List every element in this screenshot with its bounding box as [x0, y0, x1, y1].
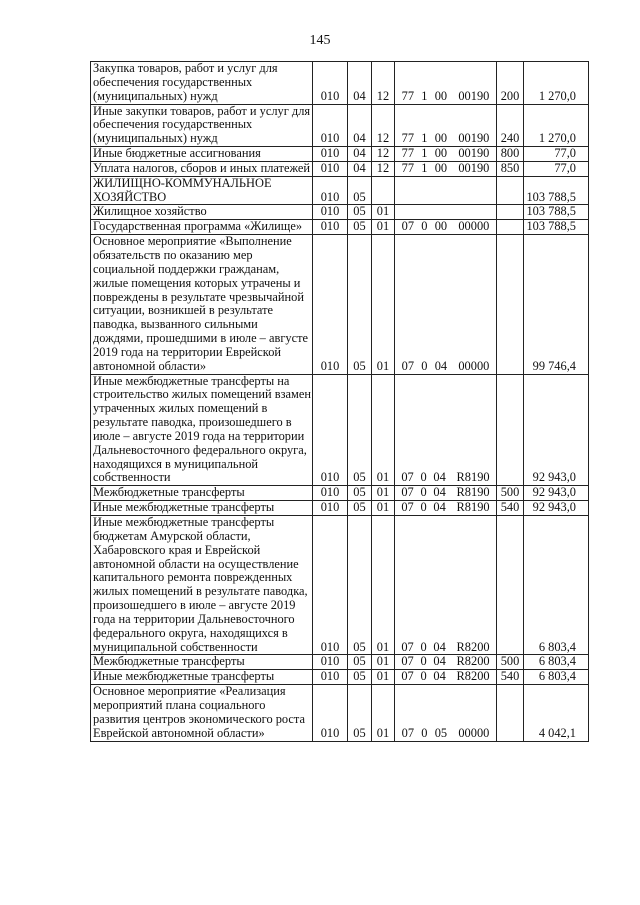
table-row	[91, 104, 589, 147]
razdel-cell: 05	[348, 235, 372, 374]
razdel-cell: 05	[348, 176, 372, 205]
target-article-part: 04	[434, 358, 448, 373]
row-name-cell: Иные межбюджетные трансферты	[91, 670, 313, 685]
table-row	[91, 501, 589, 516]
podrazdel-cell: 01	[372, 220, 395, 235]
adm-code-cell: 010	[313, 501, 348, 516]
razdel-cell: 05	[348, 374, 372, 486]
target-article-part: 00190	[458, 160, 490, 175]
amount-cell: 1 270,0	[524, 104, 589, 147]
expense-type-cell: 540	[497, 670, 524, 685]
adm-code-cell: 010	[313, 670, 348, 685]
target-article-cell	[395, 670, 497, 685]
target-article-cell	[395, 147, 497, 162]
podrazdel-cell: 01	[372, 501, 395, 516]
table-row	[91, 670, 589, 685]
row-name-cell: Основное мероприятие «Выполнение обязательств по оказанию мер социальной поддержки гражданам, жилые помещения которых утрачены и повреждены в результате чрезвычайной ситуации, возникшей в результате паводка, вызванного сильными дождями, прошедшими в июле – августе 2019 года на территории Еврейской автономной области»	[91, 235, 313, 374]
table-row	[91, 62, 589, 105]
target-article-cell	[395, 220, 497, 235]
row-name-cell: Жилищное хозяйство	[91, 205, 313, 220]
amount-cell: 92 943,0	[524, 501, 589, 516]
razdel-cell: 05	[348, 516, 372, 655]
razdel-cell: 05	[348, 670, 372, 685]
podrazdel-cell: 12	[372, 161, 395, 176]
target-article-parts	[397, 132, 494, 146]
target-article-cell	[395, 176, 497, 205]
budget-table	[90, 61, 589, 742]
adm-code-cell: 010	[313, 516, 348, 655]
target-article-cell	[395, 486, 497, 501]
podrazdel-cell: 01	[372, 685, 395, 741]
podrazdel-cell: 12	[372, 104, 395, 147]
adm-code-cell: 010	[313, 104, 348, 147]
target-article-part: 0	[420, 654, 427, 669]
amount-cell: 103 788,5	[524, 205, 589, 220]
table-row	[91, 486, 589, 501]
target-article-parts	[397, 486, 494, 500]
target-article-part: 07	[401, 654, 414, 669]
target-article-cell	[395, 685, 497, 741]
target-article-cell	[395, 62, 497, 105]
amount-cell: 92 943,0	[524, 486, 589, 501]
target-article-part: 04	[433, 654, 446, 669]
row-name-cell: Иные бюджетные ассигнования	[91, 147, 313, 162]
table-row	[91, 161, 589, 176]
razdel-cell: 04	[348, 104, 372, 147]
expense-type-cell	[497, 205, 524, 220]
target-article-part: 0	[421, 725, 428, 740]
row-name-cell: Закупка товаров, работ и услуг для обеспечения государственных (муниципальных) нужд	[91, 62, 313, 105]
target-article-parts	[397, 90, 494, 104]
target-article-cell	[395, 516, 497, 655]
amount-cell: 6 803,4	[524, 655, 589, 670]
amount-cell: 103 788,5	[524, 220, 589, 235]
target-article-part: 07	[401, 485, 414, 500]
target-article-part: 77	[401, 88, 415, 103]
row-name-cell: Основное мероприятие «Реализация мероприятий плана социального развития центров экономического роста Еврейской автономной области»	[91, 685, 313, 741]
adm-code-cell: 010	[313, 235, 348, 374]
row-name-cell: Уплата налогов, сборов и иных платежей	[91, 161, 313, 176]
amount-cell: 77,0	[524, 161, 589, 176]
target-article-part: 00190	[458, 131, 490, 146]
target-article-part: 07	[401, 669, 414, 684]
target-article-parts	[397, 162, 494, 176]
target-article-part: 07	[401, 358, 415, 373]
target-article-cell	[395, 655, 497, 670]
expense-type-cell	[497, 176, 524, 205]
table-row	[91, 655, 589, 670]
target-article-part: 0	[420, 639, 427, 654]
expense-type-cell	[497, 220, 524, 235]
table-row	[91, 205, 589, 220]
podrazdel-cell: 01	[372, 670, 395, 685]
podrazdel-cell: 01	[372, 235, 395, 374]
row-name-cell: Межбюджетные трансферты	[91, 655, 313, 670]
target-article-part: 00	[434, 146, 448, 161]
target-article-part: 77	[401, 131, 415, 146]
target-article-cell	[395, 374, 497, 486]
target-article-cell	[395, 161, 497, 176]
target-article-part: 0	[420, 500, 427, 515]
target-article-part: 77	[401, 146, 415, 161]
podrazdel-cell: 12	[372, 62, 395, 105]
target-article-part: 00000	[458, 219, 490, 234]
target-article-part: R8200	[456, 654, 490, 669]
table-row	[91, 235, 589, 374]
target-article-part: 00190	[458, 146, 490, 161]
expense-type-cell: 500	[497, 486, 524, 501]
target-article-part: 04	[433, 639, 446, 654]
podrazdel-cell: 12	[372, 147, 395, 162]
table-row	[91, 220, 589, 235]
target-article-part: 07	[401, 470, 414, 485]
target-article-part: 00	[434, 160, 448, 175]
target-article-part: 0	[420, 470, 427, 485]
target-article-part: 1	[421, 131, 428, 146]
table-row	[91, 147, 589, 162]
razdel-cell: 05	[348, 205, 372, 220]
podrazdel-cell: 01	[372, 205, 395, 220]
target-article-part: 07	[401, 725, 415, 740]
expense-type-cell	[497, 516, 524, 655]
amount-cell: 1 270,0	[524, 62, 589, 105]
adm-code-cell: 010	[313, 374, 348, 486]
adm-code-cell: 010	[313, 205, 348, 220]
target-article-part: 07	[401, 219, 415, 234]
expense-type-cell: 800	[497, 147, 524, 162]
target-article-part: 05	[434, 725, 448, 740]
target-article-parts	[397, 655, 494, 669]
target-article-part: 04	[433, 485, 446, 500]
target-article-cell	[395, 104, 497, 147]
expense-type-cell: 500	[497, 655, 524, 670]
target-article-parts	[397, 471, 494, 485]
target-article-part: 04	[433, 470, 446, 485]
target-article-part: 77	[401, 160, 415, 175]
amount-cell: 92 943,0	[524, 374, 589, 486]
podrazdel-cell	[372, 176, 395, 205]
target-article-part: 00000	[458, 725, 490, 740]
razdel-cell: 04	[348, 147, 372, 162]
table-row	[91, 374, 589, 486]
razdel-cell: 05	[348, 486, 372, 501]
expense-type-cell: 240	[497, 104, 524, 147]
target-article-part: 0	[420, 669, 427, 684]
target-article-part: R8200	[456, 639, 490, 654]
row-name-cell: Межбюджетные трансферты	[91, 486, 313, 501]
adm-code-cell: 010	[313, 176, 348, 205]
adm-code-cell: 010	[313, 486, 348, 501]
target-article-parts	[397, 220, 494, 234]
expense-type-cell: 540	[497, 501, 524, 516]
page-number: 145	[309, 33, 331, 48]
amount-cell: 4 042,1	[524, 685, 589, 741]
target-article-parts	[397, 641, 494, 655]
expense-type-cell	[497, 374, 524, 486]
target-article-parts	[397, 727, 494, 741]
target-article-part: R8190	[456, 470, 490, 485]
row-name-cell: Иные закупки товаров, работ и услуг для обеспечения государственных (муниципальных) нужд	[91, 104, 313, 147]
amount-cell: 6 803,4	[524, 670, 589, 685]
row-name-cell: Иные межбюджетные трансферты	[91, 501, 313, 516]
target-article-part: 00190	[458, 88, 490, 103]
target-article-part: R8200	[456, 669, 490, 684]
target-article-cell	[395, 501, 497, 516]
table-row	[91, 176, 589, 205]
target-article-cell	[395, 235, 497, 374]
row-name-cell: Государственная программа «Жилище»	[91, 220, 313, 235]
target-article-parts	[397, 360, 494, 374]
target-article-part: 00	[434, 131, 448, 146]
target-article-part: R8190	[456, 485, 490, 500]
target-article-parts	[397, 147, 494, 161]
amount-cell: 6 803,4	[524, 516, 589, 655]
amount-cell: 77,0	[524, 147, 589, 162]
razdel-cell: 05	[348, 655, 372, 670]
podrazdel-cell: 01	[372, 516, 395, 655]
razdel-cell: 04	[348, 161, 372, 176]
target-article-parts	[397, 670, 494, 684]
expense-type-cell	[497, 235, 524, 374]
expense-type-cell: 200	[497, 62, 524, 105]
adm-code-cell: 010	[313, 685, 348, 741]
target-article-part: 1	[421, 146, 428, 161]
target-article-parts	[397, 501, 494, 515]
target-article-part: R8190	[456, 500, 490, 515]
row-name-cell: ЖИЛИЩНО-КОММУНАЛЬНОЕ ХОЗЯЙСТВО	[91, 176, 313, 205]
expense-type-cell	[497, 685, 524, 741]
target-article-part: 07	[401, 639, 414, 654]
target-article-part: 0	[421, 358, 428, 373]
target-article-part: 04	[433, 500, 446, 515]
target-article-part: 1	[421, 160, 428, 175]
target-article-part: 0	[421, 219, 428, 234]
podrazdel-cell: 01	[372, 655, 395, 670]
row-name-cell: Иные межбюджетные трансферты бюджетам Амурской области, Хабаровского края и Еврейской автономной области на осуществление капитального ремонта поврежденных жилых помещений в результате паводка, произошедшего в июле – августе 2019 года на территории Дальневосточного федерального округа, находящихся в муниципальной собственности	[91, 516, 313, 655]
target-article-part: 04	[433, 669, 446, 684]
adm-code-cell: 010	[313, 62, 348, 105]
adm-code-cell: 010	[313, 655, 348, 670]
target-article-part: 00	[434, 88, 448, 103]
razdel-cell: 04	[348, 62, 372, 105]
target-article-part: 0	[420, 485, 427, 500]
expense-type-cell: 850	[497, 161, 524, 176]
adm-code-cell: 010	[313, 147, 348, 162]
table-row	[91, 516, 589, 655]
podrazdel-cell: 01	[372, 374, 395, 486]
target-article-part: 00	[434, 219, 448, 234]
target-article-cell	[395, 205, 497, 220]
razdel-cell: 05	[348, 220, 372, 235]
budget-table-body	[91, 62, 589, 742]
amount-cell: 99 746,4	[524, 235, 589, 374]
target-article-part: 1	[421, 88, 428, 103]
amount-cell: 103 788,5	[524, 176, 589, 205]
row-name-cell: Иные межбюджетные трансферты на строительство жилых помещений взамен утраченных жилых помещений в результате паводка, произошедшего в июле – августе 2019 года на территории Дальневосточного федерального округа, находящихся в муниципальной собственности	[91, 374, 313, 486]
adm-code-cell: 010	[313, 161, 348, 176]
table-row	[91, 685, 589, 741]
target-article-part: 07	[401, 500, 414, 515]
razdel-cell: 05	[348, 501, 372, 516]
razdel-cell: 05	[348, 685, 372, 741]
target-article-part: 00000	[458, 358, 490, 373]
adm-code-cell: 010	[313, 220, 348, 235]
podrazdel-cell: 01	[372, 486, 395, 501]
